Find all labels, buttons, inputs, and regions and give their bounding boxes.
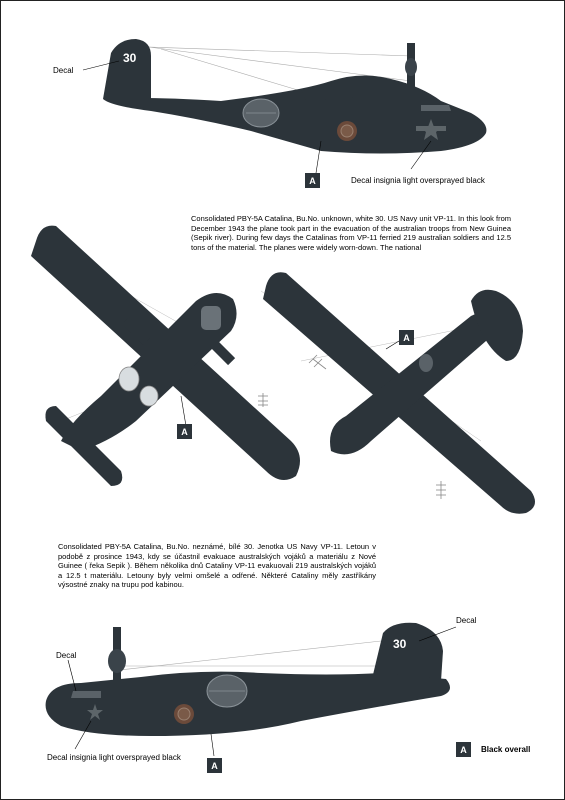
legend-key-a: A [456,742,471,757]
antenna-wire [111,641,381,671]
description-czech [58,542,376,590]
waist-blister [119,367,139,391]
tail-number-bottom: 30 [393,637,407,651]
color-key-a: A [305,173,320,188]
engine-nacelle [207,337,235,365]
tail-fin [103,39,151,99]
leader-line [211,734,214,756]
description-english-text: Consolidated PBY-5A Catalina, Bu.No. unknown, white 30. US Navy unit VP-11. In this look from December 1943 the plane took part in the evacuation of the australian troops from New Guinea (Sepik river). During few days the Catalinas from VP-11 ferried 219 australian soldiers and 12.5 tons of the material. The planes were widely worn-down. The national [191,214,511,252]
callout-decal-top: Decal [53,66,74,75]
waist-blister [419,354,433,372]
insignia-roundel-inner [341,125,353,137]
propeller-hub [108,649,126,673]
description-czech-text: Consolidated PBY-5A Catalina, Bu.No. neznámé, bílé 30. Jenotka US Navy VP-11. Letoun v podobě z prosince 1943, kdy se účastnil evakuace australských vojáků a materiálu z Nové Guinee ( řeka Sepik ). Během několika dnů Cataliny VP-11 evakuovali 219 australských vojáků a 12.5 t materiálu. Letouny byly velmi omšelé a odřené. Některé Cataliny měly zastříkány výsostné znaky na trupu pod kabinou. [58,542,376,590]
leader-line [181,396,186,426]
cockpit-window [421,105,451,111]
cockpit-window [71,691,101,698]
cockpit-canopy [201,306,221,330]
legend-text: Black overall [481,745,531,754]
leader-line [386,341,399,349]
waist-blister [140,386,158,406]
top-plan-view [31,226,300,486]
fuselage [46,672,450,736]
insignia-bar [416,126,446,131]
color-key-a: A [177,424,192,439]
fuselage [103,75,486,153]
description-english [191,214,511,252]
callout-decal-nose: Decal [56,651,77,660]
antenna-wire [161,49,301,91]
tail-number-top: 30 [123,51,137,65]
propeller-hub [405,58,417,76]
bottom-plan-view [261,272,535,513]
callout-decal-tail: Decal [456,616,477,625]
callout-insignia-top: Decal insignia light oversprayed black [351,176,485,185]
callout-insignia-bottom: Decal insignia light oversprayed black [47,753,181,762]
color-key-a: A [399,330,414,345]
color-key-a: A [207,758,222,773]
tailplane [471,290,523,361]
aircraft-artwork [1,1,565,800]
top-side-profile [83,39,486,173]
antenna-wire [119,46,411,56]
insignia-roundel-inner [178,708,190,720]
radar-aerial [258,393,268,407]
